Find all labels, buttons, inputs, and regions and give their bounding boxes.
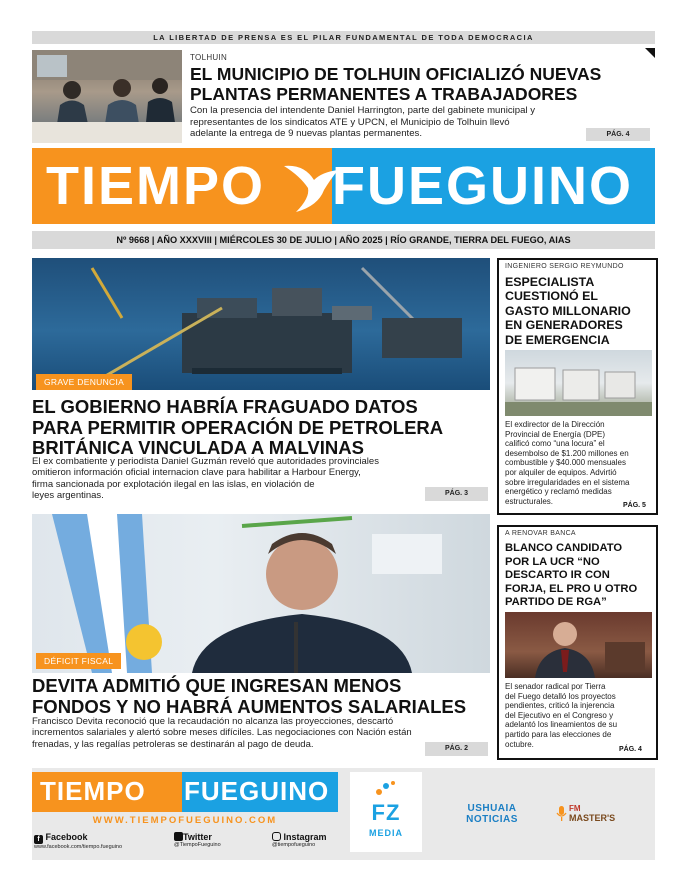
second-story-page-ref[interactable]: PÁG. 2 xyxy=(425,742,488,756)
side-story-ucr-line4: del Ejecutivo en el Congreso y xyxy=(505,710,614,720)
lead-story-summary-line4: leyes argentinas. xyxy=(32,489,104,501)
masthead-word-tiempo: TIEMPO xyxy=(46,156,266,216)
twitter-handle: @TiempoFueguino xyxy=(174,842,221,848)
footer-website[interactable]: WWW.TIEMPOFUEGUINO.COM xyxy=(92,815,278,826)
lead-story-tag[interactable]: GRAVE DENUNCIA xyxy=(36,374,132,390)
ushuaia-line1: USHUAIA xyxy=(467,803,517,814)
edition-info-bar: Nº 9668 | AÑO XXXVIII | MIÉRCOLES 30 DE JULIO | AÑO 2025 | RÍO GRANDE, TIERRA DEL FUEGO, AIAS xyxy=(32,231,655,249)
side-story-energy[interactable] xyxy=(497,258,658,515)
top-story-headline-line1: EL MUNICIPIO DE TOLHUIN OFICIALIZÓ NUEVAS xyxy=(190,64,602,84)
twitter-label: Twitter xyxy=(183,832,212,842)
side-story-energy-headline-line1: ESPECIALISTA xyxy=(505,275,595,289)
instagram-handle: @tiempofueguino xyxy=(272,842,316,848)
side-story-energy-kicker: INGENIERO SERGIO REYMUNDO xyxy=(505,263,624,270)
side-story-ucr[interactable] xyxy=(497,525,658,760)
side-story-energy-headline-line5: DE EMERGENCIA xyxy=(505,332,610,347)
side-story-ucr-headline-line5: PARTIDO DE RGA” xyxy=(505,596,607,609)
facebook-icon: f xyxy=(34,835,43,844)
second-story-headline-line2: FONDOS Y NO HABRÁ AUMENTOS SALARIALES xyxy=(32,695,467,717)
lead-story-summary-line3: firma sancionada por explotación ilegal en las islas, en violación de xyxy=(32,478,315,490)
footer-logo-word-fueguino: FUEGUINO xyxy=(184,776,330,806)
side-story-energy-line2: Provincial de Energía (DPE) xyxy=(505,429,606,439)
side-story-ucr-headline-line3: DESCARTO IR CON xyxy=(505,569,610,582)
side-story-ucr-headline-line1: BLANCO CANDIDATO xyxy=(505,542,623,554)
side-story-energy-line6: por alquiler de equipos. Advirtió xyxy=(505,467,617,477)
side-story-ucr-line3: pendientes, criticó la injerencia xyxy=(505,701,615,711)
second-story-headline-line1: DEVITA ADMITIÓ QUE INGRESAN MENOS xyxy=(32,675,402,696)
top-story-page-ref[interactable]: PÁG. 4 xyxy=(586,128,650,141)
ushuaia-noticias-logo[interactable] xyxy=(452,803,532,825)
side-story-energy-page-ref[interactable]: PÁG. 5 xyxy=(623,502,646,509)
side-story-energy-line1: El exdirector de la Dirección xyxy=(505,420,605,429)
fz-media-logo[interactable] xyxy=(350,772,422,852)
side-story-ucr-line7: octubre. xyxy=(505,739,534,749)
lead-story-page-ref[interactable]: PÁG. 3 xyxy=(425,487,488,501)
facebook-url: www.facebook.com/tiempo.fueguino xyxy=(34,844,123,850)
masthead[interactable] xyxy=(32,148,655,224)
ushuaia-line2: NOTICIAS xyxy=(466,814,518,825)
second-story-tag[interactable]: DÉFICIT FISCAL xyxy=(36,653,121,669)
twitter-icon xyxy=(174,832,183,841)
masthead-word-fueguino: FUEGUINO xyxy=(332,156,634,216)
side-story-ucr-headline-line4: FORJA, EL PRO U OTRO xyxy=(505,582,638,595)
lead-story-headline[interactable] xyxy=(32,397,492,459)
fm-label: FM xyxy=(569,804,581,813)
second-story-summary xyxy=(32,716,490,750)
side-story-ucr-headline-line2: POR LA UCR “NO xyxy=(505,555,600,568)
side-story-ucr-line6: partido para las elecciones de xyxy=(505,729,612,739)
lead-story-headline-line2: PARA PERMITIR OPERACIÓN DE PETROLERA xyxy=(32,416,444,438)
press-freedom-banner: LA LIBERTAD DE PRENSA ES EL PILAR FUNDAMENTAL DE TODA DEMOCRACIA xyxy=(32,31,655,44)
side-story-energy-line4: desembolso de $1.200 millones en xyxy=(505,448,629,458)
side-story-ucr-kicker: A RENOVAR BANCA xyxy=(505,530,576,537)
top-story-summary-line1: Con la presencia del intendente Daniel Harrington, parte del gabinete municipal y xyxy=(190,105,536,116)
top-story-summary-line3: adelante la entrega de 9 nuevas plantas permanentes. xyxy=(190,128,423,140)
footer-logo[interactable] xyxy=(32,772,338,812)
side-story-energy-line7: sobre irregularidades en el sistema xyxy=(505,477,630,487)
instagram-label: Instagram xyxy=(283,832,327,842)
side-story-ucr-headline xyxy=(505,542,657,610)
lead-story-summary xyxy=(32,456,490,501)
second-story-headline[interactable] xyxy=(32,676,492,717)
top-story-summary-line2: representantes de los sindicatos ATE y UPCN, el Municipio de Tolhuin llevó xyxy=(190,116,510,128)
fz-dots-icon xyxy=(374,780,398,798)
lead-story-photo[interactable] xyxy=(32,258,490,390)
microphone-icon xyxy=(556,806,567,822)
side-story-ucr-summary xyxy=(505,682,657,749)
side-story-energy-line3: calificó como “una locura” el xyxy=(505,439,605,449)
side-story-ucr-photo[interactable] xyxy=(505,612,652,678)
lead-story-headline-line3: BRITÁNICA VINCULADA A MALVINAS xyxy=(32,437,364,458)
side-story-energy-summary xyxy=(505,420,657,506)
side-story-energy-line9: estructurales. xyxy=(505,496,554,506)
fm-name: MASTER'S xyxy=(569,813,616,823)
second-story-summary-line3: frenadas, y las regalías petroleras se destinarán al pago de deuda. xyxy=(32,738,314,750)
side-story-energy-line5: combustible y $40.000 mensuales xyxy=(505,458,626,468)
top-story-corner-mark xyxy=(645,48,655,58)
fz-letters: FZ xyxy=(371,800,401,825)
top-story-photo[interactable] xyxy=(32,50,182,143)
facebook-label: Facebook xyxy=(45,832,88,842)
side-story-energy-headline-line3: GASTO MILLONARIO xyxy=(505,303,631,318)
instagram-icon xyxy=(272,832,281,841)
bird-logo-icon xyxy=(278,154,348,218)
top-story-headline[interactable] xyxy=(190,64,650,104)
lead-story-summary-line2: omitieron información oficial internacion clave para habilitar a Harbour Energy, xyxy=(32,467,361,479)
second-story-summary-line1: Francisco Devita reconoció que la recaudación no alcanza las proyecciones, descartó xyxy=(32,716,394,727)
footer-logo-word-tiempo: TIEMPO xyxy=(40,776,146,806)
second-story-summary-line2: incrementos salariales y alertó sobre meses difíciles. Las negociaciones con Nación están xyxy=(32,727,412,739)
lead-story-summary-line1: El ex combatiente y periodista Daniel Guzmán reveló que autoridades provinciales xyxy=(32,456,379,467)
side-story-energy-headline-line2: CUESTIONÓ EL xyxy=(505,289,598,304)
second-story-photo[interactable] xyxy=(32,514,490,673)
footer-twitter[interactable] xyxy=(174,832,264,848)
side-story-ucr-page-ref[interactable]: PÁG. 4 xyxy=(619,746,642,753)
top-story-headline-line2: PLANTAS PERMANENTES A TRABAJADORES xyxy=(190,84,578,104)
side-story-energy-headline-line4: EN GENERADORES xyxy=(505,318,623,333)
lead-story-headline-line1: EL GOBIERNO HABRÍA FRAGUADO DATOS xyxy=(32,396,418,417)
side-story-ucr-line2: del Fuego detalló los proyectos xyxy=(505,691,616,701)
fz-media-word: MEDIA xyxy=(369,828,403,838)
footer-facebook[interactable] xyxy=(34,832,144,850)
side-story-ucr-line5: adelantó los lineamientos de su xyxy=(505,720,618,730)
top-story-section: TOLHUIN xyxy=(190,53,228,62)
side-story-energy-line8: energético y reclamó medidas xyxy=(505,487,612,497)
side-story-ucr-line1: El senador radical por Tierra xyxy=(505,682,606,691)
top-story-summary xyxy=(190,105,630,140)
side-story-energy-photo[interactable] xyxy=(505,350,652,416)
side-story-energy-headline xyxy=(505,275,655,347)
footer-instagram[interactable] xyxy=(272,832,352,848)
